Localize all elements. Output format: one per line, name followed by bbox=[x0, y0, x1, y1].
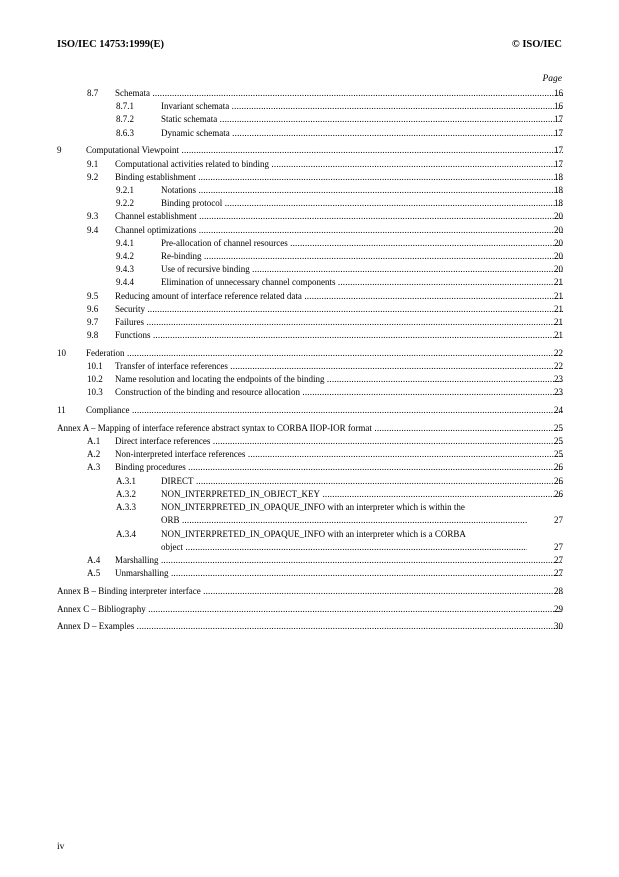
toc-entry[interactable] bbox=[57, 475, 563, 488]
toc-entry-page: 26 bbox=[554, 488, 563, 499]
toc-entry-page: 29 bbox=[554, 603, 563, 614]
toc-entry-page: 17 bbox=[554, 114, 563, 125]
toc-entry-title: Annex D – Examples ..... bbox=[57, 620, 563, 633]
toc-entry-title bbox=[161, 528, 563, 554]
toc-entry-page: 23 bbox=[554, 374, 563, 385]
toc-entry-page: 20 bbox=[554, 250, 563, 261]
toc-entry-page: 17 bbox=[554, 145, 563, 156]
toc-entry[interactable] bbox=[57, 386, 563, 399]
toc-entry[interactable] bbox=[57, 373, 563, 386]
toc-entry-number: 9 bbox=[57, 145, 62, 156]
toc-entry[interactable] bbox=[57, 100, 563, 113]
toc-entry-title: Channel optimizations ..... bbox=[115, 224, 563, 237]
toc-entry-title: Marshalling ..... bbox=[115, 554, 563, 567]
toc-entry-page: 16 bbox=[554, 88, 563, 98]
toc-entry[interactable] bbox=[57, 461, 563, 474]
page-number: iv bbox=[57, 842, 65, 852]
toc-entry-page: 21 bbox=[554, 290, 563, 301]
toc-entry-page: 16 bbox=[554, 101, 563, 112]
toc-entry-number: 9.2.2 bbox=[116, 198, 134, 209]
toc-entry[interactable] bbox=[57, 250, 563, 263]
toc-entry-page: 20 bbox=[554, 264, 563, 275]
toc-entry-title: Annex B – Binding interpreter interface ..... bbox=[57, 585, 563, 598]
toc-entry-number: 9.8 bbox=[87, 330, 99, 341]
toc-entry-page: 18 bbox=[554, 184, 563, 195]
toc-entry-number: 9.5 bbox=[87, 290, 99, 301]
toc-entry-number: 9.1 bbox=[87, 158, 99, 169]
toc-entry-title: Use of recursive binding ..... bbox=[161, 263, 563, 276]
toc-entry-page: 26 bbox=[554, 462, 563, 473]
toc-entry-page: 20 bbox=[554, 224, 563, 235]
toc-entry-title: Non-interpreted interface references ..... bbox=[115, 448, 563, 461]
toc-entry-number: A.1 bbox=[87, 436, 101, 447]
toc-entry[interactable] bbox=[57, 237, 563, 250]
toc-entry[interactable] bbox=[57, 87, 563, 100]
toc-entry-title: Binding protocol ..... bbox=[161, 197, 563, 210]
toc-entry-page: 20 bbox=[554, 211, 563, 222]
toc-entry-title: Re-binding ..... bbox=[161, 250, 563, 263]
toc-entry-number: 9.4.3 bbox=[116, 264, 134, 275]
toc-entry-page: 25 bbox=[554, 436, 563, 447]
toc-entry[interactable] bbox=[57, 528, 563, 554]
toc-entry[interactable] bbox=[57, 113, 563, 126]
toc-entry-page: 18 bbox=[554, 198, 563, 209]
toc-entry[interactable] bbox=[57, 184, 563, 197]
toc-entry-number: 9.7 bbox=[87, 316, 99, 327]
toc-entry-number: 8.7.2 bbox=[116, 114, 134, 125]
toc-entry-page: 27 bbox=[554, 554, 563, 565]
toc-entry-number: A.4 bbox=[87, 554, 101, 565]
toc-entry-title-continuation: object ..... bbox=[161, 541, 527, 554]
toc-entry-number: A.5 bbox=[87, 568, 101, 579]
toc-entry-title: Federation ..... bbox=[86, 347, 563, 360]
toc-entry-page: 21 bbox=[554, 303, 563, 314]
toc-entry-title: Compliance ..... bbox=[86, 404, 563, 417]
toc-entry[interactable] bbox=[57, 197, 563, 210]
toc-entry[interactable] bbox=[57, 224, 563, 237]
toc-entry[interactable] bbox=[57, 127, 563, 140]
toc-entry-number: A.3.2 bbox=[116, 488, 136, 499]
toc-entry-page: 17 bbox=[554, 158, 563, 169]
toc-entry[interactable] bbox=[57, 263, 563, 276]
toc-entry-page: 25 bbox=[554, 449, 563, 460]
page-column-label: Page bbox=[542, 74, 562, 84]
toc-entry[interactable] bbox=[57, 448, 563, 461]
toc-entry-page: 26 bbox=[554, 475, 563, 486]
toc-entry-number: 9.4.2 bbox=[116, 250, 134, 261]
toc-entry[interactable] bbox=[57, 404, 563, 417]
toc-entry-number: 9.4.4 bbox=[116, 277, 134, 288]
toc-entry[interactable] bbox=[57, 422, 563, 435]
toc-entry-title: Direct interface references ..... bbox=[115, 435, 563, 448]
toc-entry-page: 28 bbox=[554, 585, 563, 596]
toc-entry-number: 8.6.3 bbox=[116, 127, 134, 138]
toc-entry-number: 10.2 bbox=[87, 374, 103, 385]
toc-entry-title: Pre-allocation of channel resources ..... bbox=[161, 237, 563, 250]
toc-entry-page: 25 bbox=[554, 422, 563, 433]
toc-entry[interactable] bbox=[57, 620, 563, 633]
toc-entry-page: 24 bbox=[554, 405, 563, 416]
toc-entry-title: Binding procedures ..... bbox=[115, 461, 563, 474]
toc-entry[interactable] bbox=[57, 158, 563, 171]
toc-entry[interactable] bbox=[57, 567, 563, 580]
toc-entry[interactable] bbox=[57, 290, 563, 303]
toc-entry-title-continuation: ORB ..... bbox=[161, 514, 527, 527]
toc-entry-title: Notations ..... bbox=[161, 184, 563, 197]
toc-entry-number: A.2 bbox=[87, 449, 101, 460]
toc-entry-title: Computational Viewpoint ..... bbox=[86, 144, 563, 157]
toc-entry-number: A.3.3 bbox=[116, 502, 136, 513]
toc-entry-number: 10.3 bbox=[87, 387, 103, 398]
toc-entry[interactable] bbox=[57, 435, 563, 448]
toc-entry-page: 17 bbox=[554, 127, 563, 138]
toc-entry-title bbox=[161, 501, 563, 527]
toc-entry-page: 27 bbox=[554, 568, 563, 579]
toc-entry-page: 22 bbox=[554, 347, 563, 358]
toc-entry-number: A.3.4 bbox=[116, 528, 136, 539]
toc-entry[interactable] bbox=[57, 329, 563, 342]
toc-entry-title: Name resolution and locating the endpoints of the binding ..... bbox=[115, 373, 563, 386]
toc-entry[interactable] bbox=[57, 554, 563, 567]
toc-entry[interactable] bbox=[57, 171, 563, 184]
toc-entry-title: Schemata ..... bbox=[115, 87, 563, 100]
toc-entry-title: Functions ..... bbox=[115, 329, 563, 342]
toc-entry-number: A.3 bbox=[87, 462, 101, 473]
toc-entry[interactable] bbox=[57, 585, 563, 598]
toc-entry-number: 9.4.1 bbox=[116, 237, 134, 248]
toc-entry-title: Reducing amount of interface reference related data ..... bbox=[115, 290, 563, 303]
toc-entry-number: 9.6 bbox=[87, 303, 99, 314]
toc-entry-number: 8.7.1 bbox=[116, 101, 134, 112]
toc-entry-page: 30 bbox=[554, 621, 563, 632]
toc-entry[interactable] bbox=[57, 303, 563, 316]
toc-entry-title-line: NON_INTERPRETED_IN_OPAQUE_INFO with an interpreter which is within the bbox=[161, 502, 465, 513]
toc-entry-page: 27 bbox=[554, 515, 563, 526]
toc-entry-title-line: NON_INTERPRETED_IN_OPAQUE_INFO with an interpreter which is a CORBA bbox=[161, 528, 466, 539]
toc-entry-title: Unmarshalling ..... bbox=[115, 567, 563, 580]
copyright-mark: © ISO/IEC bbox=[511, 39, 562, 50]
toc-entry-number: 10.1 bbox=[87, 361, 103, 372]
toc-entry-title: Transfer of interface references ..... bbox=[115, 360, 563, 373]
toc-entry[interactable] bbox=[57, 603, 563, 616]
toc-entry[interactable] bbox=[57, 347, 563, 360]
toc-entry-title: Invariant schemata ..... bbox=[161, 100, 563, 113]
toc-entry-number: 9.4 bbox=[87, 224, 99, 235]
toc-entry-title: Dynamic schemata ..... bbox=[161, 127, 563, 140]
toc-entry[interactable] bbox=[57, 488, 563, 501]
toc-entry-number: 9.2.1 bbox=[116, 184, 134, 195]
toc-entry[interactable] bbox=[57, 501, 563, 527]
toc-entry-number: 8.7 bbox=[87, 88, 99, 98]
toc-entry-number: A.3.1 bbox=[116, 475, 136, 486]
running-header bbox=[57, 39, 562, 53]
toc-entry-title: Binding establishment ..... bbox=[115, 171, 563, 184]
toc-entry-title: Security ..... bbox=[115, 303, 563, 316]
document-identifier: ISO/IEC 14753:1999(E) bbox=[57, 39, 165, 50]
toc-entry-page: 22 bbox=[554, 361, 563, 372]
toc-entry-title: Failures ..... bbox=[115, 316, 563, 329]
toc-entry-page: 27 bbox=[554, 541, 563, 552]
toc-entry[interactable] bbox=[57, 360, 563, 373]
toc-entry-title: DIRECT ..... bbox=[161, 475, 563, 488]
table-of-contents bbox=[57, 87, 563, 633]
toc-entry-title: Static schemata ..... bbox=[161, 113, 563, 126]
toc-entry-number: 9.3 bbox=[87, 211, 99, 222]
toc-entry-page: 21 bbox=[554, 277, 563, 288]
toc-entry-title: Construction of the binding and resource allocation ..... bbox=[115, 386, 563, 399]
toc-entry-page: 18 bbox=[554, 171, 563, 182]
toc-entry-title: Annex A – Mapping of interface reference abstract syntax to CORBA IIOP-IOR format ..... bbox=[57, 422, 563, 435]
toc-entry-number: 11 bbox=[57, 405, 66, 416]
toc-entry-number: 9.2 bbox=[87, 171, 99, 182]
toc-entry-title: Channel establishment ..... bbox=[115, 210, 563, 223]
toc-entry-page: 20 bbox=[554, 237, 563, 248]
toc-entry[interactable] bbox=[57, 276, 563, 289]
toc-entry[interactable] bbox=[57, 316, 563, 329]
toc-entry-page: 21 bbox=[554, 316, 563, 327]
toc-entry-title: Elimination of unnecessary channel components ..... bbox=[161, 276, 563, 289]
toc-entry-title: Annex C – Bibliography ..... bbox=[57, 603, 563, 616]
toc-entry-page: 21 bbox=[554, 330, 563, 341]
toc-entry[interactable] bbox=[57, 210, 563, 223]
toc-entry-title: NON_INTERPRETED_IN_OBJECT_KEY ..... bbox=[161, 488, 563, 501]
toc-entry-title: Computational activities related to binding ..... bbox=[115, 158, 563, 171]
toc-entry-number: 10 bbox=[57, 347, 66, 358]
toc-entry-page: 23 bbox=[554, 387, 563, 398]
toc-entry[interactable] bbox=[57, 144, 563, 157]
